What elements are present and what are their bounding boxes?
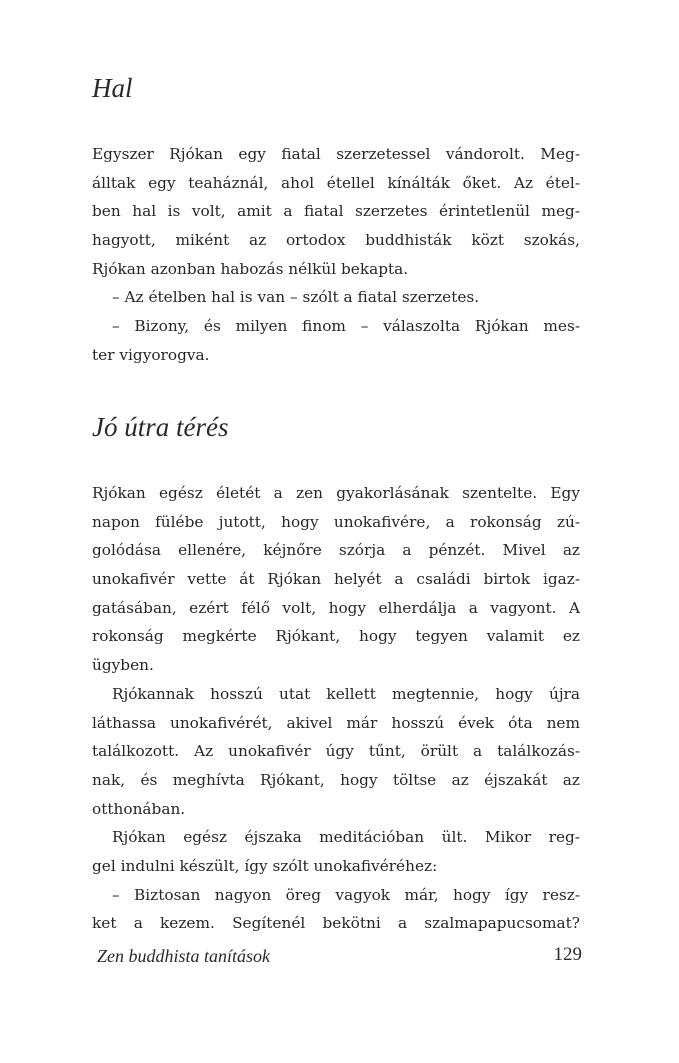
text-line: álltak egy teaháznál, ahol étellel kínálták őket. Az étel- [92, 173, 580, 192]
text-line: Rjókan egész életét a zen gyakorlásának szentelte. Egy [92, 484, 580, 502]
text-line: gel indulni készült, így szólt unokafivéréhez: [92, 856, 438, 875]
text-line: gatásában, ezért félő volt, hogy elherdálja a vagyont. A [92, 598, 580, 617]
section-title-hal: Hal [92, 73, 133, 103]
text-line: ben hal is volt, amit a fiatal szerzetes érintetlenül meg- [92, 202, 580, 221]
text-line: láthassa unokafivérét, akivel már hosszú évek óta nem [92, 713, 580, 732]
footer-book-title: Zen buddhista tanítások [97, 946, 271, 966]
text-line: otthonában. [92, 799, 186, 818]
text-line: találkozott. Az unokafivér úgy tűnt, örült a találkozás- [92, 742, 580, 761]
text-line: unokafivér vette át Rjókan helyét a családi birtok igaz- [92, 570, 580, 589]
text-line: golódása ellenére, kéjnőre szórja a pénzét. Mivel az [92, 541, 580, 560]
section-body-hal [92, 140, 580, 370]
text-line: napon fülébe jutott, hogy unokafivére, a rokonság zú- [92, 512, 580, 531]
text-line: ügyben. [92, 656, 154, 675]
text-line: hagyott, miként az ortodox buddhisták közt szokás, [92, 231, 580, 250]
text-line: nak, és meghívta Rjókant, hogy töltse az éjszakát az [92, 770, 580, 789]
text-line: Egyszer Rjókan egy fiatal szerzetessel vándorolt. Meg- [92, 145, 580, 163]
text-line: ter vigyorogva. [92, 345, 210, 364]
text-line: – Az ételben hal is van – szólt a fiatal szerzetes. [112, 288, 480, 307]
text-line: Rjókan azonban habozás nélkül bekapta. [92, 259, 409, 278]
section-title-jo-utra-teres: Jó útra térés [92, 412, 229, 442]
section-body-jo-utra-teres [92, 479, 580, 938]
text-line: Rjókannak hosszú utat kellett megtennie, hogy újra [112, 684, 580, 703]
page-number: 129 [553, 944, 582, 965]
text-line: Rjókan egész éjszaka meditációban ült. Mikor reg- [112, 828, 580, 847]
text-line: rokonság megkérte Rjókant, hogy tegyen valamit ez [92, 627, 580, 646]
text-line: ket a kezem. Segítenél bekötni a szalmapapucsomat? [92, 914, 580, 933]
text-line: – Bizony, és milyen finom – válaszolta Rjókan mes- [112, 317, 580, 336]
text-line: – Biztosan nagyon öreg vagyok már, hogy így resz- [112, 885, 580, 904]
